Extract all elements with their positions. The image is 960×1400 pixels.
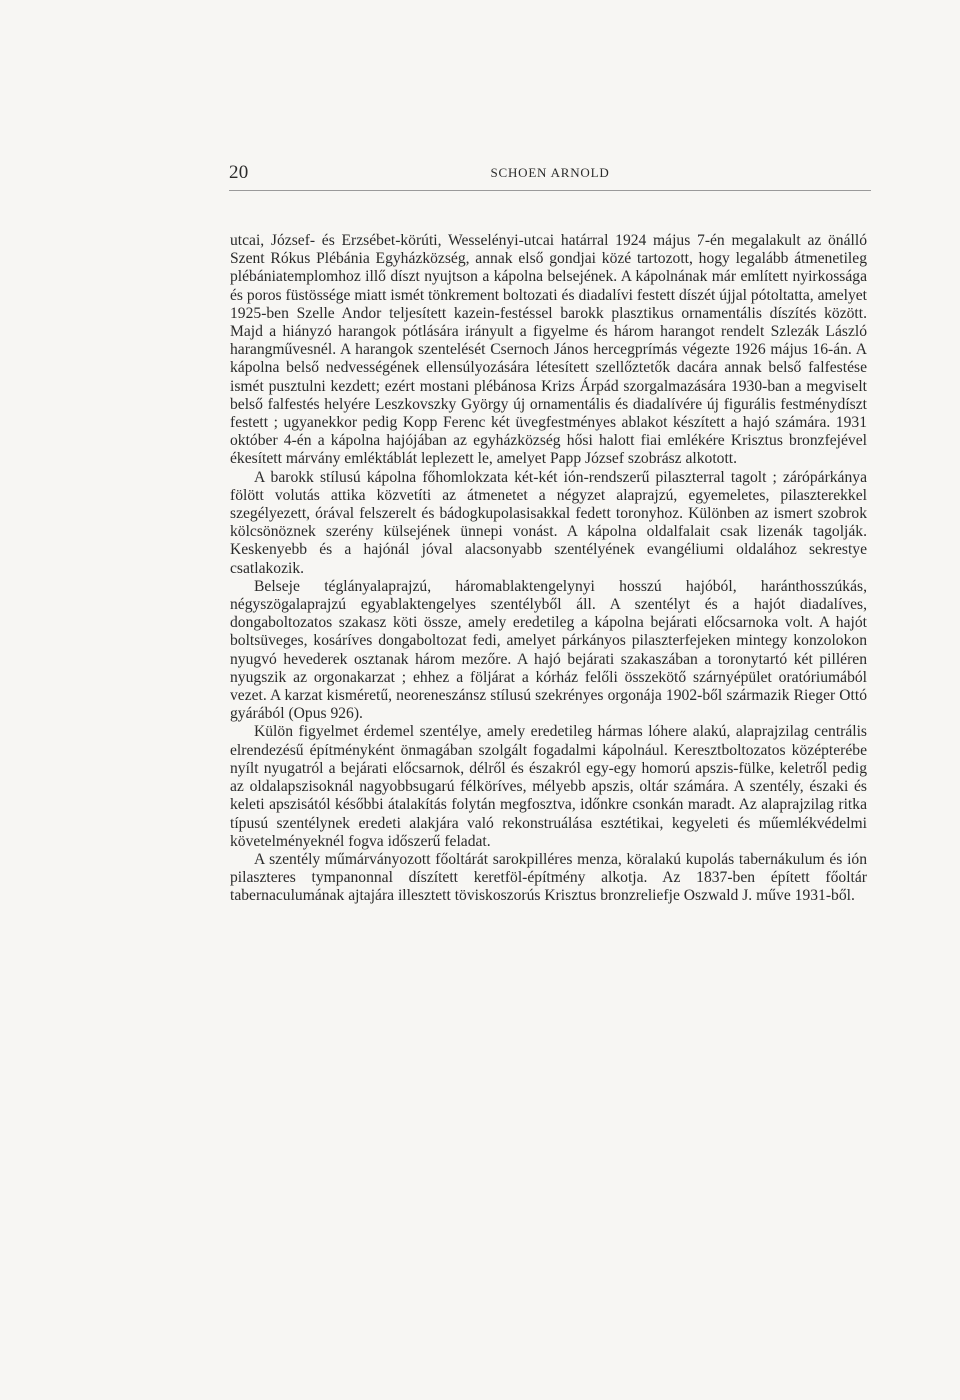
paragraph-5: A szentély műmárványozott főoltárát sarokpilléres menza, köralakú kupolás tabernákulum és ión pilaszteres tympanonnal díszített keretföl-építmény alkotja. Az 1837-ben épített főoltár tabernaculumának ajtajára illesztett töviskoszorús Krisztus bronzreliefje Oszwald J. műve 1931-ből. [230,850,867,905]
paragraph-1: utcai, József- és Erzsébet-körúti, Wesselényi-utcai határral 1924 május 7-én megalakult az önálló Szent Rókus Plébánia Egyházközség, annak első gondjai közé tartozott, hogy legalább átmenetileg plébániatemplomhoz illő díszt nyujtson a kápolna belsejének. A kápolnának már említett nyirkossága és poros füstössége miatt ismét tönkrement boltozati és diadalívi festett díszét újjal pótoltatta, amelyet 1925-ben Szelle Andor teljesített kazein-festéssel barokk plasztikus ornamentális díszítés között. Majd a hiányzó harangok pótlására irányult a figyelme és három harangot rendelt Szlezák László harangművesnél. A harangok szentelését Csernoch János hercegprímás végezte 1926 május 16-án. A kápolna belső nedvességének ellensúlyozására létesített szellőztetők dacára annak belső falfestése ismét pusztulni kezdett; ezért mostani plébánosa Krizs Árpád szorgalmazására 1930-ban a megviselt belső falfestés helyére Leszkovszky György új ornamentális és diadalívére új figurális festménydíszt festett ; ugyanekkor pedig Kopp Ferenc két üvegfestményes ablakot készített a hajó számára. 1931 október 4-én a kápolna hajójában az egyházközség hősi halott fiai emlékére Krisztus bronzfejével ékesített márvány emléktáblát leplezett le, amelyet Papp József szobrász alkotott. [230,232,867,468]
paragraph-3: Belseje téglányalaprajzú, háromablaktengelynyi hosszú hajóból, haránthosszúkás, négyszögalaprajzú egyablaktengelyes szentélyből áll. A szentélyt és a hajót diadalíves, dongaboltozatos szakasz köti össze, amely eredetileg a kápolna bejárati előcsarnoka volt. A hajót boltsüveges, kosáríves dongaboltozat fedi, amelyet párkányos pilaszterfejeken mintegy konzolokon nyugvó hevederek osztanak három mezőre. A hajó bejárati szakaszában a toronytartó két pilléren nyugszik az orgonakarzat ; ehhez a följárat a kórház felőli összekötő szárnyépület oratóriumából vezet. A karzat kisméretű, neoreneszánsz stílusú szekrényes orgonája 1902-ből származik Rieger Ottó gyárából (Opus 926). [230,577,867,723]
running-title: SCHOEN ARNOLD [490,165,610,180]
paragraph-2: A barokk stílusú kápolna főhomlokzata két-két ión-rendszerű pilaszterral tagolt ; zárópárkánya fölött volutás attika közvetíti az átmenetet a négyzet alaprajzú, egyemeletes, pilaszterekkel szegélyezett, órával felszerelt és bádogkupolasisakkal fedett toronyhoz. Különben az ismert szobrok kölcsönöznek szerény külsejének ünnepi vonást. A kápolna oldalfalait csak lizenák tagolják. Keskenyebb és a hajónál jóval alacsonyabb szentélyének evangéliumi oldalához sekrestye csatlakozik. [230,468,867,577]
body-text [230,232,867,906]
running-header [229,160,871,191]
page-number: 20 [229,162,249,183]
paragraph-4: Külön figyelmet érdemel szentélye, amely eredetileg hármas lóhere alakú, alaprajzilag centrális elrendezésű építményként önmagában szolgált fogadalmi kápolnául. Keresztboltozatos középterébe nyílt nyugatról a bejárati előcsarnok, délről és északról egy-egy homorú apszis-fülke, keletről pedig az oldalapszisoknál nagyobbsugarú félköríves, mélyebb apszis, oltár számára. A szentély, északi és keleti apszisától későbbi átalakítás folytán megfosztva, időnkre csonkán maradt. Az alaprajzilag ritka típusú szentélynek eredeti alakjára való rekonstruálása esztétikai, kegyeleti és műemlékvédelmi követelményeknél fogva időszerű feladat. [230,723,867,850]
